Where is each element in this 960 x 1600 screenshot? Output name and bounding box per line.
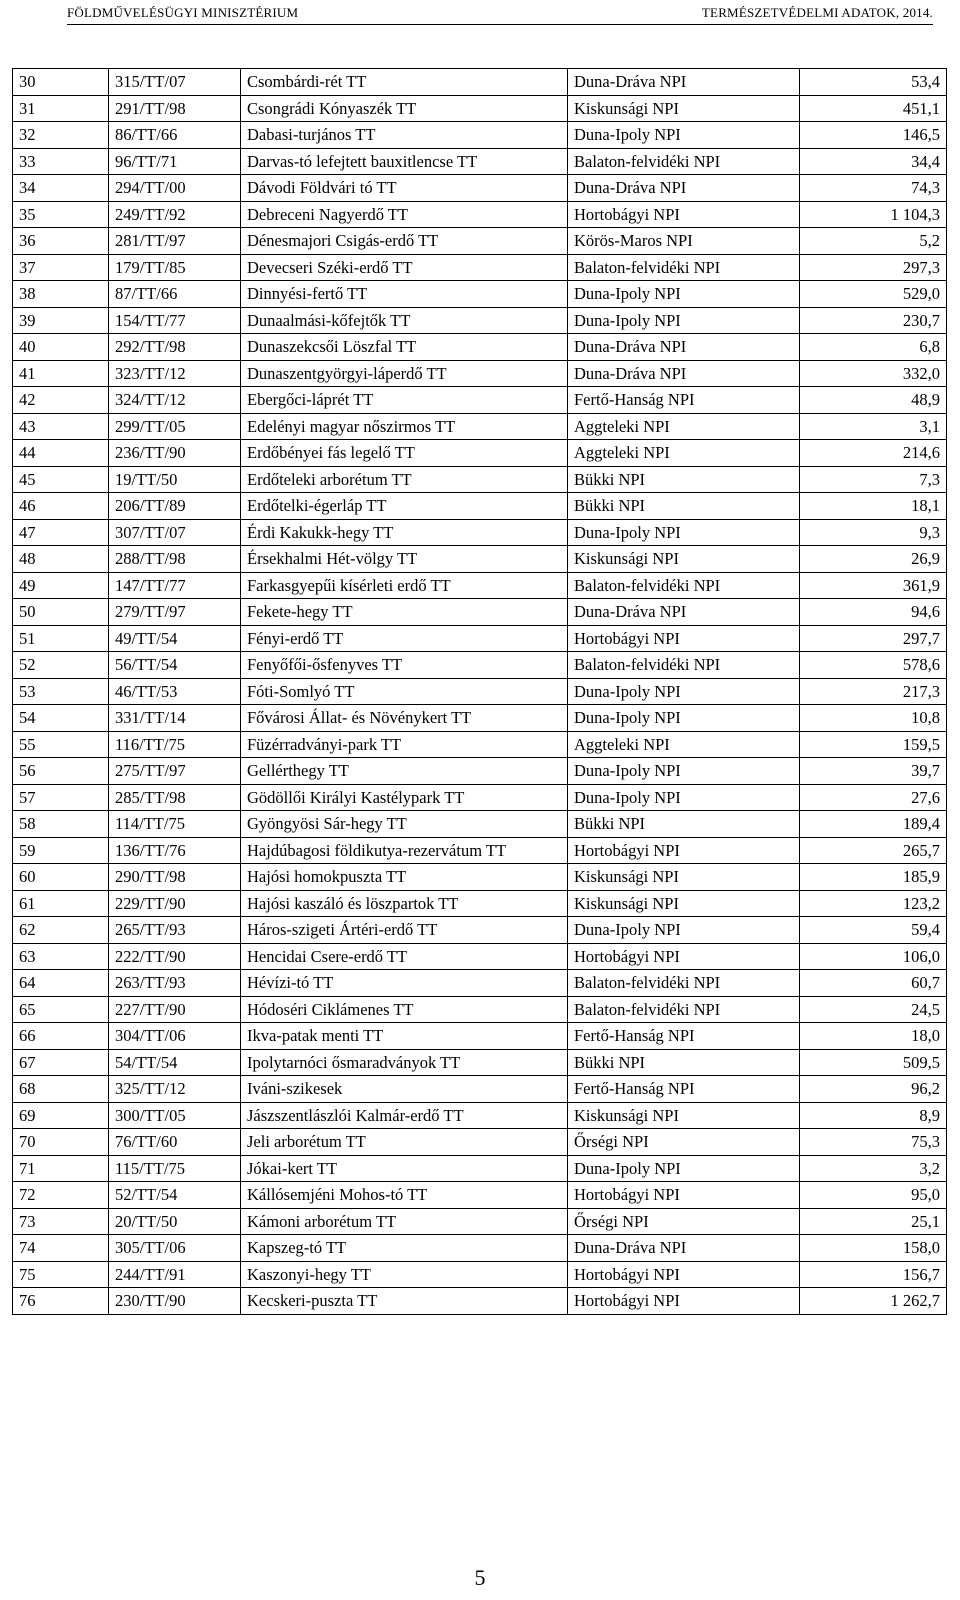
site-name: Dabasi-turjános TT bbox=[241, 122, 568, 149]
table-row bbox=[13, 864, 947, 891]
registry-code: 19/TT/50 bbox=[109, 466, 241, 493]
table-row bbox=[13, 731, 947, 758]
row-index: 53 bbox=[13, 678, 109, 705]
row-index: 36 bbox=[13, 228, 109, 255]
table-row bbox=[13, 1129, 947, 1156]
area-value: 26,9 bbox=[800, 546, 947, 573]
table-row bbox=[13, 996, 947, 1023]
park-directorate: Bükki NPI bbox=[568, 811, 800, 838]
row-index: 75 bbox=[13, 1261, 109, 1288]
area-value: 24,5 bbox=[800, 996, 947, 1023]
row-index: 35 bbox=[13, 201, 109, 228]
row-index: 47 bbox=[13, 519, 109, 546]
site-name: Kámoni arborétum TT bbox=[241, 1208, 568, 1235]
table-row bbox=[13, 175, 947, 202]
park-directorate: Duna-Ipoly NPI bbox=[568, 307, 800, 334]
table-row bbox=[13, 837, 947, 864]
registry-code: 229/TT/90 bbox=[109, 890, 241, 917]
registry-code: 290/TT/98 bbox=[109, 864, 241, 891]
park-directorate: Balaton-felvidéki NPI bbox=[568, 148, 800, 175]
area-value: 217,3 bbox=[800, 678, 947, 705]
site-name: Gyöngyösi Sár-hegy TT bbox=[241, 811, 568, 838]
registry-code: 263/TT/93 bbox=[109, 970, 241, 997]
park-directorate: Aggteleki NPI bbox=[568, 731, 800, 758]
park-directorate: Duna-Dráva NPI bbox=[568, 360, 800, 387]
row-index: 66 bbox=[13, 1023, 109, 1050]
table-row bbox=[13, 811, 947, 838]
row-index: 42 bbox=[13, 387, 109, 414]
area-value: 74,3 bbox=[800, 175, 947, 202]
table-row bbox=[13, 599, 947, 626]
park-directorate: Hortobágyi NPI bbox=[568, 943, 800, 970]
row-index: 60 bbox=[13, 864, 109, 891]
row-index: 43 bbox=[13, 413, 109, 440]
park-directorate: Hortobágyi NPI bbox=[568, 625, 800, 652]
row-index: 46 bbox=[13, 493, 109, 520]
table-row bbox=[13, 943, 947, 970]
page-header bbox=[67, 2, 933, 25]
table-row bbox=[13, 1023, 947, 1050]
site-name: Dunaszentgyörgyi-láperdő TT bbox=[241, 360, 568, 387]
table-row bbox=[13, 917, 947, 944]
park-directorate: Aggteleki NPI bbox=[568, 413, 800, 440]
area-value: 18,1 bbox=[800, 493, 947, 520]
park-directorate: Duna-Ipoly NPI bbox=[568, 784, 800, 811]
table-row bbox=[13, 1182, 947, 1209]
row-index: 51 bbox=[13, 625, 109, 652]
site-name: Erdőtelki-égerláp TT bbox=[241, 493, 568, 520]
area-value: 185,9 bbox=[800, 864, 947, 891]
registry-code: 331/TT/14 bbox=[109, 705, 241, 732]
row-index: 65 bbox=[13, 996, 109, 1023]
row-index: 32 bbox=[13, 122, 109, 149]
row-index: 41 bbox=[13, 360, 109, 387]
area-value: 297,7 bbox=[800, 625, 947, 652]
site-name: Hódoséri Ciklámenes TT bbox=[241, 996, 568, 1023]
registry-code: 147/TT/77 bbox=[109, 572, 241, 599]
park-directorate: Balaton-felvidéki NPI bbox=[568, 970, 800, 997]
table-row bbox=[13, 228, 947, 255]
registry-code: 46/TT/53 bbox=[109, 678, 241, 705]
site-name: Kállósemjéni Mohos-tó TT bbox=[241, 1182, 568, 1209]
registry-code: 227/TT/90 bbox=[109, 996, 241, 1023]
area-value: 7,3 bbox=[800, 466, 947, 493]
row-index: 52 bbox=[13, 652, 109, 679]
site-name: Dávodi Földvári tó TT bbox=[241, 175, 568, 202]
park-directorate: Bükki NPI bbox=[568, 466, 800, 493]
table-row bbox=[13, 546, 947, 573]
registry-code: 222/TT/90 bbox=[109, 943, 241, 970]
table-row bbox=[13, 254, 947, 281]
area-value: 18,0 bbox=[800, 1023, 947, 1050]
registry-code: 244/TT/91 bbox=[109, 1261, 241, 1288]
site-name: Dinnyési-fertő TT bbox=[241, 281, 568, 308]
registry-code: 230/TT/90 bbox=[109, 1288, 241, 1315]
site-name: Fekete-hegy TT bbox=[241, 599, 568, 626]
area-value: 159,5 bbox=[800, 731, 947, 758]
table-row bbox=[13, 1076, 947, 1103]
park-directorate: Hortobágyi NPI bbox=[568, 837, 800, 864]
table-row bbox=[13, 387, 947, 414]
row-index: 38 bbox=[13, 281, 109, 308]
row-index: 45 bbox=[13, 466, 109, 493]
row-index: 33 bbox=[13, 148, 109, 175]
area-value: 156,7 bbox=[800, 1261, 947, 1288]
row-index: 63 bbox=[13, 943, 109, 970]
site-name: Kapszeg-tó TT bbox=[241, 1235, 568, 1262]
area-value: 3,1 bbox=[800, 413, 947, 440]
area-value: 9,3 bbox=[800, 519, 947, 546]
row-index: 31 bbox=[13, 95, 109, 122]
registry-code: 324/TT/12 bbox=[109, 387, 241, 414]
row-index: 59 bbox=[13, 837, 109, 864]
row-index: 44 bbox=[13, 440, 109, 467]
table-row bbox=[13, 493, 947, 520]
area-value: 230,7 bbox=[800, 307, 947, 334]
registry-code: 294/TT/00 bbox=[109, 175, 241, 202]
area-value: 146,5 bbox=[800, 122, 947, 149]
table-row bbox=[13, 1049, 947, 1076]
park-directorate: Kiskunsági NPI bbox=[568, 864, 800, 891]
site-name: Kaszonyi-hegy TT bbox=[241, 1261, 568, 1288]
row-index: 56 bbox=[13, 758, 109, 785]
table-row bbox=[13, 201, 947, 228]
site-name: Füzérradványi-park TT bbox=[241, 731, 568, 758]
row-index: 74 bbox=[13, 1235, 109, 1262]
site-name: Hajósi kaszáló és löszpartok TT bbox=[241, 890, 568, 917]
row-index: 48 bbox=[13, 546, 109, 573]
registry-code: 114/TT/75 bbox=[109, 811, 241, 838]
table-row bbox=[13, 758, 947, 785]
row-index: 34 bbox=[13, 175, 109, 202]
table-row bbox=[13, 678, 947, 705]
park-directorate: Duna-Dráva NPI bbox=[568, 175, 800, 202]
table-row bbox=[13, 784, 947, 811]
registry-code: 154/TT/77 bbox=[109, 307, 241, 334]
park-directorate: Duna-Ipoly NPI bbox=[568, 519, 800, 546]
area-value: 94,6 bbox=[800, 599, 947, 626]
park-directorate: Balaton-felvidéki NPI bbox=[568, 254, 800, 281]
park-directorate: Hortobágyi NPI bbox=[568, 1182, 800, 1209]
header-publication: TERMÉSZETVÉDELMI ADATOK, 2014. bbox=[701, 5, 933, 20]
table-row bbox=[13, 122, 947, 149]
table-row bbox=[13, 1102, 947, 1129]
row-index: 69 bbox=[13, 1102, 109, 1129]
park-directorate: Duna-Dráva NPI bbox=[568, 1235, 800, 1262]
area-value: 123,2 bbox=[800, 890, 947, 917]
registry-code: 300/TT/05 bbox=[109, 1102, 241, 1129]
table-row bbox=[13, 440, 947, 467]
table-row bbox=[13, 1208, 947, 1235]
area-value: 53,4 bbox=[800, 69, 947, 96]
park-directorate: Duna-Ipoly NPI bbox=[568, 705, 800, 732]
site-name: Ikva-patak menti TT bbox=[241, 1023, 568, 1050]
park-directorate: Duna-Dráva NPI bbox=[568, 599, 800, 626]
registry-code: 285/TT/98 bbox=[109, 784, 241, 811]
row-index: 37 bbox=[13, 254, 109, 281]
site-name: Hencidai Csere-erdő TT bbox=[241, 943, 568, 970]
row-index: 40 bbox=[13, 334, 109, 361]
registry-code: 307/TT/07 bbox=[109, 519, 241, 546]
registry-code: 291/TT/98 bbox=[109, 95, 241, 122]
registry-code: 115/TT/75 bbox=[109, 1155, 241, 1182]
registry-code: 96/TT/71 bbox=[109, 148, 241, 175]
row-index: 39 bbox=[13, 307, 109, 334]
site-name: Gellérthegy TT bbox=[241, 758, 568, 785]
registry-code: 179/TT/85 bbox=[109, 254, 241, 281]
row-index: 70 bbox=[13, 1129, 109, 1156]
site-name: Jeli arborétum TT bbox=[241, 1129, 568, 1156]
site-name: Devecseri Széki-erdő TT bbox=[241, 254, 568, 281]
park-directorate: Kiskunsági NPI bbox=[568, 1102, 800, 1129]
page-number: 5 bbox=[474, 1565, 486, 1590]
area-value: 1 262,7 bbox=[800, 1288, 947, 1315]
row-index: 54 bbox=[13, 705, 109, 732]
area-value: 96,2 bbox=[800, 1076, 947, 1103]
site-name: Jókai-kert TT bbox=[241, 1155, 568, 1182]
table-row bbox=[13, 652, 947, 679]
area-value: 27,6 bbox=[800, 784, 947, 811]
row-index: 58 bbox=[13, 811, 109, 838]
site-name: Dénesmajori Csigás-erdő TT bbox=[241, 228, 568, 255]
park-directorate: Kiskunsági NPI bbox=[568, 546, 800, 573]
area-value: 75,3 bbox=[800, 1129, 947, 1156]
site-name: Darvas-tó lefejtett bauxitlencse TT bbox=[241, 148, 568, 175]
park-directorate: Duna-Ipoly NPI bbox=[568, 1155, 800, 1182]
park-directorate: Őrségi NPI bbox=[568, 1208, 800, 1235]
registry-code: 323/TT/12 bbox=[109, 360, 241, 387]
site-name: Iváni-szikesek bbox=[241, 1076, 568, 1103]
table-row bbox=[13, 1288, 947, 1315]
area-value: 189,4 bbox=[800, 811, 947, 838]
registry-code: 275/TT/97 bbox=[109, 758, 241, 785]
area-value: 59,4 bbox=[800, 917, 947, 944]
area-value: 529,0 bbox=[800, 281, 947, 308]
site-name: Ipolytarnóci ősmaradványok TT bbox=[241, 1049, 568, 1076]
registry-code: 116/TT/75 bbox=[109, 731, 241, 758]
registry-code: 76/TT/60 bbox=[109, 1129, 241, 1156]
site-name: Csongrádi Kónyaszék TT bbox=[241, 95, 568, 122]
table-row bbox=[13, 1235, 947, 1262]
site-name: Hajósi homokpuszta TT bbox=[241, 864, 568, 891]
registry-code: 236/TT/90 bbox=[109, 440, 241, 467]
row-index: 67 bbox=[13, 1049, 109, 1076]
registry-code: 305/TT/06 bbox=[109, 1235, 241, 1262]
site-name: Jászszentlászlói Kalmár-erdő TT bbox=[241, 1102, 568, 1129]
park-directorate: Bükki NPI bbox=[568, 493, 800, 520]
table-row bbox=[13, 95, 947, 122]
site-name: Fenyőfői-ősfenyves TT bbox=[241, 652, 568, 679]
site-name: Edelényi magyar nőszirmos TT bbox=[241, 413, 568, 440]
row-index: 30 bbox=[13, 69, 109, 96]
registry-code: 281/TT/97 bbox=[109, 228, 241, 255]
park-directorate: Kiskunsági NPI bbox=[568, 890, 800, 917]
table-row bbox=[13, 334, 947, 361]
table-row bbox=[13, 281, 947, 308]
area-value: 95,0 bbox=[800, 1182, 947, 1209]
registry-code: 288/TT/98 bbox=[109, 546, 241, 573]
park-directorate: Hortobágyi NPI bbox=[568, 201, 800, 228]
table-body bbox=[13, 69, 947, 1315]
park-directorate: Bükki NPI bbox=[568, 1049, 800, 1076]
park-directorate: Hortobágyi NPI bbox=[568, 1261, 800, 1288]
site-name: Csombárdi-rét TT bbox=[241, 69, 568, 96]
row-index: 73 bbox=[13, 1208, 109, 1235]
site-name: Dunaszekcsői Löszfal TT bbox=[241, 334, 568, 361]
area-value: 509,5 bbox=[800, 1049, 947, 1076]
area-value: 39,7 bbox=[800, 758, 947, 785]
park-directorate: Duna-Ipoly NPI bbox=[568, 678, 800, 705]
row-index: 76 bbox=[13, 1288, 109, 1315]
area-value: 5,2 bbox=[800, 228, 947, 255]
table-row bbox=[13, 413, 947, 440]
area-value: 451,1 bbox=[800, 95, 947, 122]
site-name: Fővárosi Állat- és Növénykert TT bbox=[241, 705, 568, 732]
area-value: 332,0 bbox=[800, 360, 947, 387]
park-directorate: Fertő-Hanság NPI bbox=[568, 1023, 800, 1050]
protected-areas-table bbox=[12, 68, 947, 1315]
site-name: Hajdúbagosi földikutya-rezervátum TT bbox=[241, 837, 568, 864]
park-directorate: Duna-Ipoly NPI bbox=[568, 758, 800, 785]
area-value: 8,9 bbox=[800, 1102, 947, 1129]
table-row bbox=[13, 572, 947, 599]
area-value: 214,6 bbox=[800, 440, 947, 467]
registry-code: 49/TT/54 bbox=[109, 625, 241, 652]
site-name: Gödöllői Királyi Kastélypark TT bbox=[241, 784, 568, 811]
table-row bbox=[13, 519, 947, 546]
table-row bbox=[13, 625, 947, 652]
row-index: 57 bbox=[13, 784, 109, 811]
row-index: 62 bbox=[13, 917, 109, 944]
park-directorate: Aggteleki NPI bbox=[568, 440, 800, 467]
table-row bbox=[13, 890, 947, 917]
park-directorate: Duna-Dráva NPI bbox=[568, 69, 800, 96]
park-directorate: Balaton-felvidéki NPI bbox=[568, 652, 800, 679]
registry-code: 325/TT/12 bbox=[109, 1076, 241, 1103]
table-row bbox=[13, 148, 947, 175]
area-value: 265,7 bbox=[800, 837, 947, 864]
registry-code: 304/TT/06 bbox=[109, 1023, 241, 1050]
table-row bbox=[13, 1261, 947, 1288]
registry-code: 265/TT/93 bbox=[109, 917, 241, 944]
park-directorate: Hortobágyi NPI bbox=[568, 1288, 800, 1315]
site-name: Fényi-erdő TT bbox=[241, 625, 568, 652]
registry-code: 86/TT/66 bbox=[109, 122, 241, 149]
registry-code: 54/TT/54 bbox=[109, 1049, 241, 1076]
park-directorate: Körös-Maros NPI bbox=[568, 228, 800, 255]
area-value: 158,0 bbox=[800, 1235, 947, 1262]
site-name: Farkasgyepűi kísérleti erdő TT bbox=[241, 572, 568, 599]
registry-code: 292/TT/98 bbox=[109, 334, 241, 361]
site-name: Háros-szigeti Ártéri-erdő TT bbox=[241, 917, 568, 944]
registry-code: 279/TT/97 bbox=[109, 599, 241, 626]
registry-code: 20/TT/50 bbox=[109, 1208, 241, 1235]
park-directorate: Őrségi NPI bbox=[568, 1129, 800, 1156]
area-value: 3,2 bbox=[800, 1155, 947, 1182]
area-value: 361,9 bbox=[800, 572, 947, 599]
registry-code: 299/TT/05 bbox=[109, 413, 241, 440]
registry-code: 136/TT/76 bbox=[109, 837, 241, 864]
row-index: 71 bbox=[13, 1155, 109, 1182]
park-directorate: Fertő-Hanság NPI bbox=[568, 1076, 800, 1103]
area-value: 25,1 bbox=[800, 1208, 947, 1235]
area-value: 60,7 bbox=[800, 970, 947, 997]
park-directorate: Duna-Ipoly NPI bbox=[568, 281, 800, 308]
park-directorate: Balaton-felvidéki NPI bbox=[568, 572, 800, 599]
row-index: 50 bbox=[13, 599, 109, 626]
site-name: Debreceni Nagyerdő TT bbox=[241, 201, 568, 228]
site-name: Érsekhalmi Hét-völgy TT bbox=[241, 546, 568, 573]
table-row bbox=[13, 360, 947, 387]
area-value: 106,0 bbox=[800, 943, 947, 970]
site-name: Erdőbényei fás legelő TT bbox=[241, 440, 568, 467]
park-directorate: Duna-Ipoly NPI bbox=[568, 917, 800, 944]
park-directorate: Duna-Ipoly NPI bbox=[568, 122, 800, 149]
header-ministry: FÖLDMŰVELÉSÜGYI MINISZTÉRIUM bbox=[67, 5, 299, 20]
area-value: 6,8 bbox=[800, 334, 947, 361]
area-value: 34,4 bbox=[800, 148, 947, 175]
site-name: Ebergőci-láprét TT bbox=[241, 387, 568, 414]
row-index: 61 bbox=[13, 890, 109, 917]
table-row bbox=[13, 307, 947, 334]
row-index: 64 bbox=[13, 970, 109, 997]
registry-code: 87/TT/66 bbox=[109, 281, 241, 308]
registry-code: 52/TT/54 bbox=[109, 1182, 241, 1209]
row-index: 49 bbox=[13, 572, 109, 599]
area-value: 578,6 bbox=[800, 652, 947, 679]
registry-code: 56/TT/54 bbox=[109, 652, 241, 679]
site-name: Kecskeri-puszta TT bbox=[241, 1288, 568, 1315]
table-row bbox=[13, 1155, 947, 1182]
site-name: Fóti-Somlyó TT bbox=[241, 678, 568, 705]
row-index: 55 bbox=[13, 731, 109, 758]
registry-code: 315/TT/07 bbox=[109, 69, 241, 96]
table-row bbox=[13, 970, 947, 997]
registry-code: 249/TT/92 bbox=[109, 201, 241, 228]
area-value: 10,8 bbox=[800, 705, 947, 732]
park-directorate: Duna-Dráva NPI bbox=[568, 334, 800, 361]
park-directorate: Balaton-felvidéki NPI bbox=[568, 996, 800, 1023]
park-directorate: Fertő-Hanság NPI bbox=[568, 387, 800, 414]
registry-code: 206/TT/89 bbox=[109, 493, 241, 520]
site-name: Dunaalmási-kőfejtők TT bbox=[241, 307, 568, 334]
site-name: Hévízi-tó TT bbox=[241, 970, 568, 997]
row-index: 68 bbox=[13, 1076, 109, 1103]
park-directorate: Kiskunsági NPI bbox=[568, 95, 800, 122]
table-row bbox=[13, 466, 947, 493]
site-name: Érdi Kakukk-hegy TT bbox=[241, 519, 568, 546]
row-index: 72 bbox=[13, 1182, 109, 1209]
table-row bbox=[13, 69, 947, 96]
site-name: Erdőteleki arborétum TT bbox=[241, 466, 568, 493]
area-value: 48,9 bbox=[800, 387, 947, 414]
table-row bbox=[13, 705, 947, 732]
area-value: 1 104,3 bbox=[800, 201, 947, 228]
area-value: 297,3 bbox=[800, 254, 947, 281]
